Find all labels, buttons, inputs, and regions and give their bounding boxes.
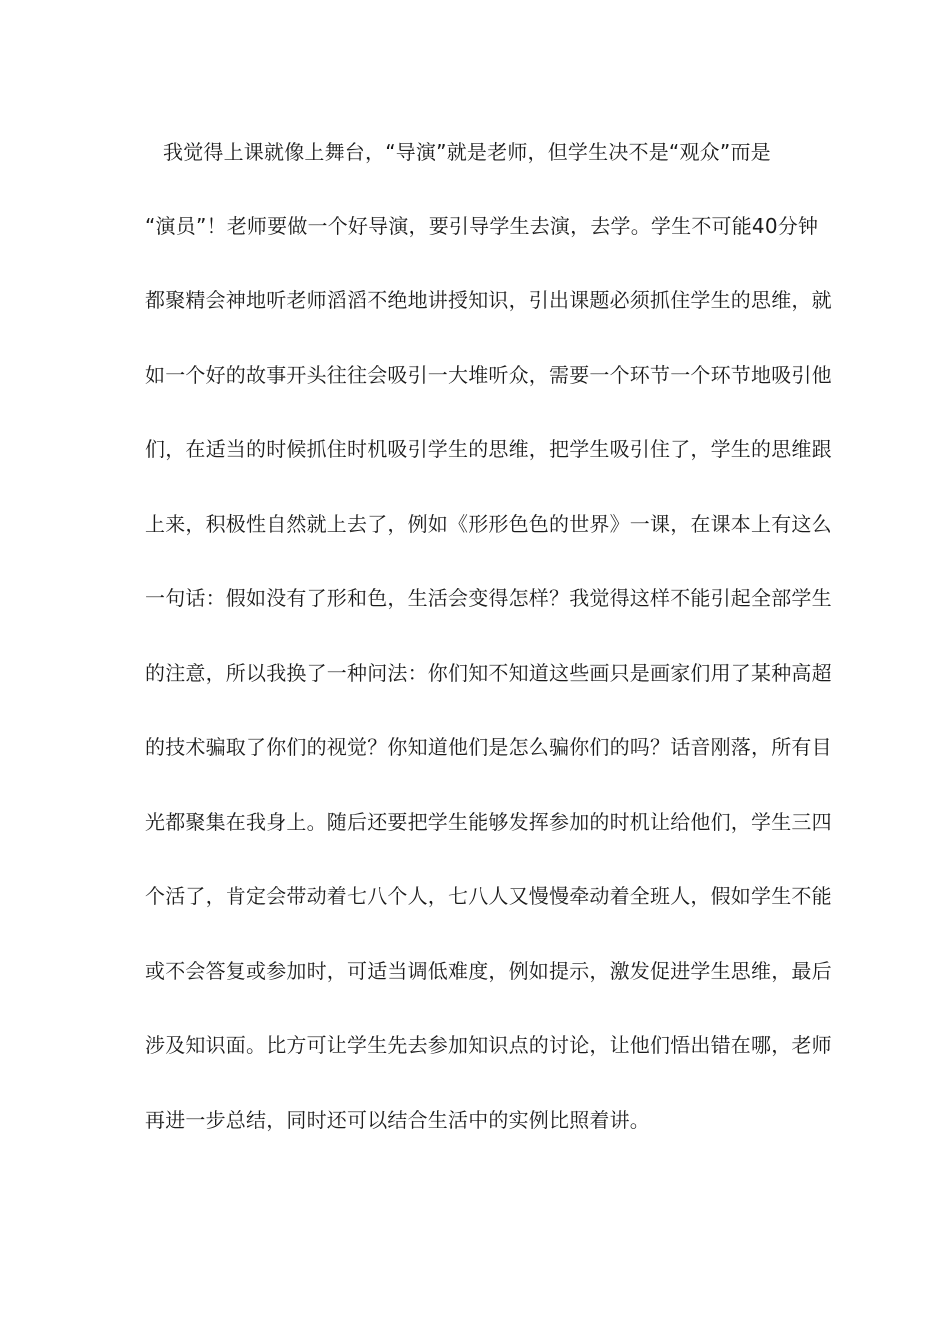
paragraph-line: 们，在适当的时候抓住时机吸引学生的思维，把学生吸引住了，学生的思维跟 [145,437,832,461]
paragraph-line: 都聚精会神地听老师滔滔不绝地讲授知识，引出课题必须抓住学生的思维，就 [145,288,832,312]
paragraph-line: “演员”！老师要做一个好导演，要引导学生去演，去学。学生不可能40分钟 [145,214,819,238]
paragraph-line: 光都聚集在我身上。随后还要把学生能够发挥参加的时机让给他们，学生三四 [145,810,832,834]
paragraph-line: 涉及知识面。比方可让学生先去参加知识点的讨论，让他们悟出错在哪，老师 [145,1033,832,1057]
paragraph-line: 的注意，所以我换了一种问法：你们知不知道这些画只是画家们用了某种高超 [145,661,832,685]
paragraph-line: 个活了，肯定会带动着七八个人，七八人又慢慢牵动着全班人，假如学生不能 [145,884,832,908]
paragraph-line: 或不会答复或参加时，可适当调低难度，例如提示，激发促进学生思维，最后 [145,959,832,983]
paragraph-line: 的技术骗取了你们的视觉？你知道他们是怎么骗你们的吗？话音刚落，所有目 [145,735,832,759]
paragraph-line: 如一个好的故事开头往往会吸引一大堆听众，需要一个环节一个环节地吸引他 [145,363,832,387]
paragraph-line: 上来，积极性自然就上去了，例如《形形色色的世界》一课，在课本上有这么 [145,512,832,536]
paragraph-line: 一句话：假如没有了形和色，生活会变得怎样？我觉得这样不能引起全部学生 [145,586,832,610]
paragraph-line: 我觉得上课就像上舞台，“导演”就是老师，但学生决不是“观众”而是 [163,140,771,164]
paragraph-line: 再进一步总结，同时还可以结合生活中的实例比照着讲。 [145,1108,650,1132]
